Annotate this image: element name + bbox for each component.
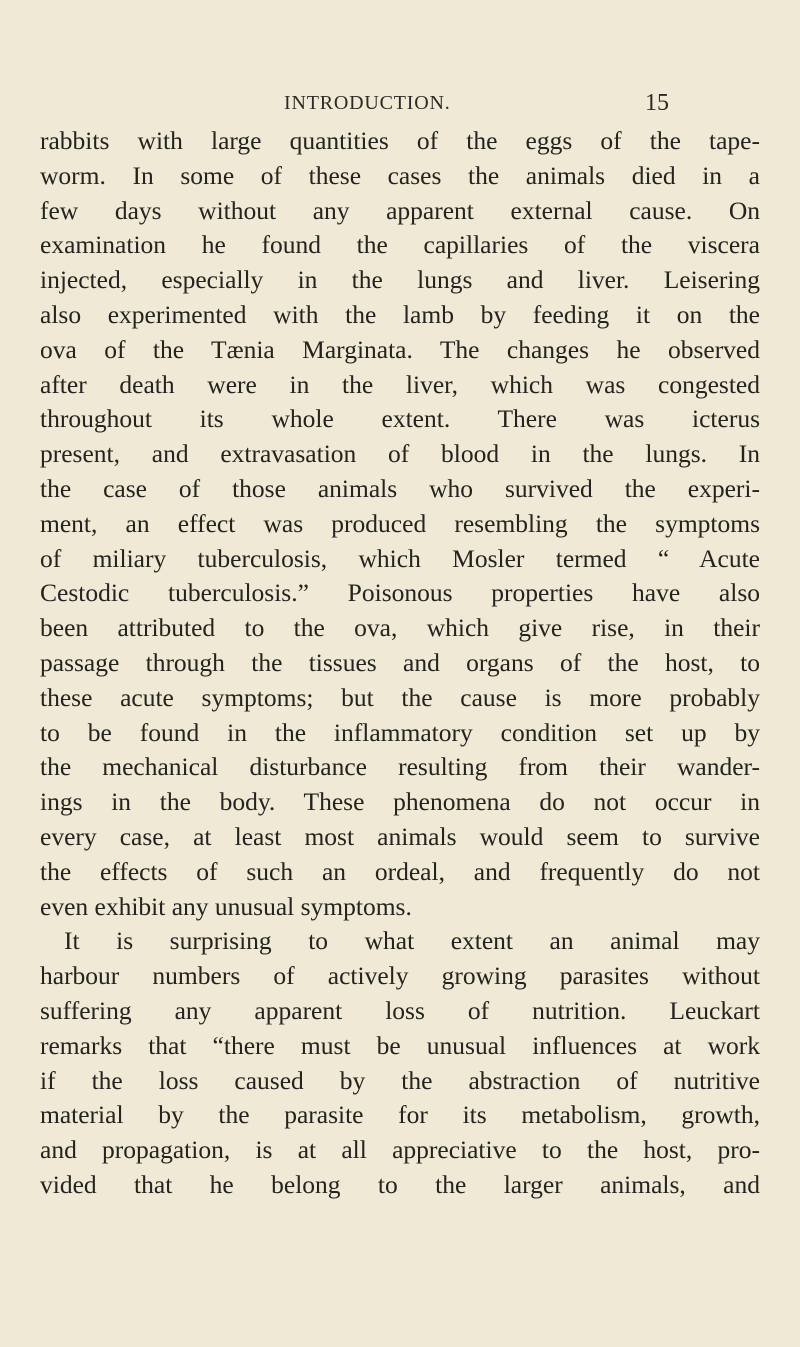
- text-line: material by the parasite for its metabolism, growth,: [40, 1100, 760, 1130]
- text-line: injected, especially in the lungs and liver. Leisering: [40, 265, 760, 295]
- text-line: ings in the body. These phenomena do not occur in: [40, 787, 760, 817]
- paragraph-end-line: even exhibit any unusual symptoms.: [40, 891, 412, 921]
- text-line: suffering any apparent loss of nutrition. Leuckart: [40, 995, 760, 1025]
- text-line: every case, at least most animals would seem to survive: [40, 821, 760, 851]
- text-line: vided that he belong to the larger animals, and: [40, 1169, 760, 1199]
- text-line: to be found in the inflammatory condition set up by: [40, 717, 760, 747]
- text-line: rabbits with large quantities of the eggs of the tape-: [40, 126, 760, 155]
- page-header: [0, 92, 800, 122]
- text-line: remarks that “there must be unusual influences at work: [40, 1030, 760, 1060]
- text-line: examination he found the capillaries of the viscera: [40, 230, 760, 260]
- page-number: 15: [645, 90, 669, 116]
- text-line: ova of the Tænia Marginata. The changes he observed: [40, 334, 760, 364]
- text-line: throughout its whole extent. There was icterus: [40, 404, 760, 434]
- text-line: been attributed to the ova, which give rise, in their: [40, 613, 760, 643]
- text-line: few days without any apparent external cause. On: [40, 195, 760, 225]
- text-line: also experimented with the lamb by feeding it on the: [40, 299, 760, 329]
- paragraph-start-line: It is surprising to what extent an animal may: [64, 926, 760, 956]
- text-line: present, and extravasation of blood in the lungs. In: [40, 439, 760, 469]
- text-line: if the loss caused by the abstraction of nutritive: [40, 1065, 760, 1095]
- text-line: the case of those animals who survived the experi-: [40, 473, 760, 503]
- text-line: harbour numbers of actively growing parasites without: [40, 961, 760, 991]
- text-line: ment, an effect was produced resembling the symptoms: [40, 508, 760, 538]
- text-line: the effects of such an ordeal, and frequently do not: [40, 856, 760, 886]
- text-line: after death were in the liver, which was congested: [40, 369, 760, 399]
- body-text: [40, 124, 760, 1203]
- text-line: of miliary tuberculosis, which Mosler termed “ Acute: [40, 543, 760, 573]
- text-line: the mechanical disturbance resulting from their wander-: [40, 752, 760, 782]
- running-head: INTRODUCTION.: [284, 92, 451, 114]
- text-line: worm. In some of these cases the animals died in a: [40, 160, 760, 190]
- text-line: these acute symptoms; but the cause is more probably: [40, 682, 760, 712]
- text-line: passage through the tissues and organs of the host, to: [40, 647, 760, 677]
- text-line: Cestodic tuberculosis.” Poisonous properties have also: [40, 578, 760, 608]
- text-line: and propagation, is at all appreciative to the host, pro-: [40, 1135, 760, 1165]
